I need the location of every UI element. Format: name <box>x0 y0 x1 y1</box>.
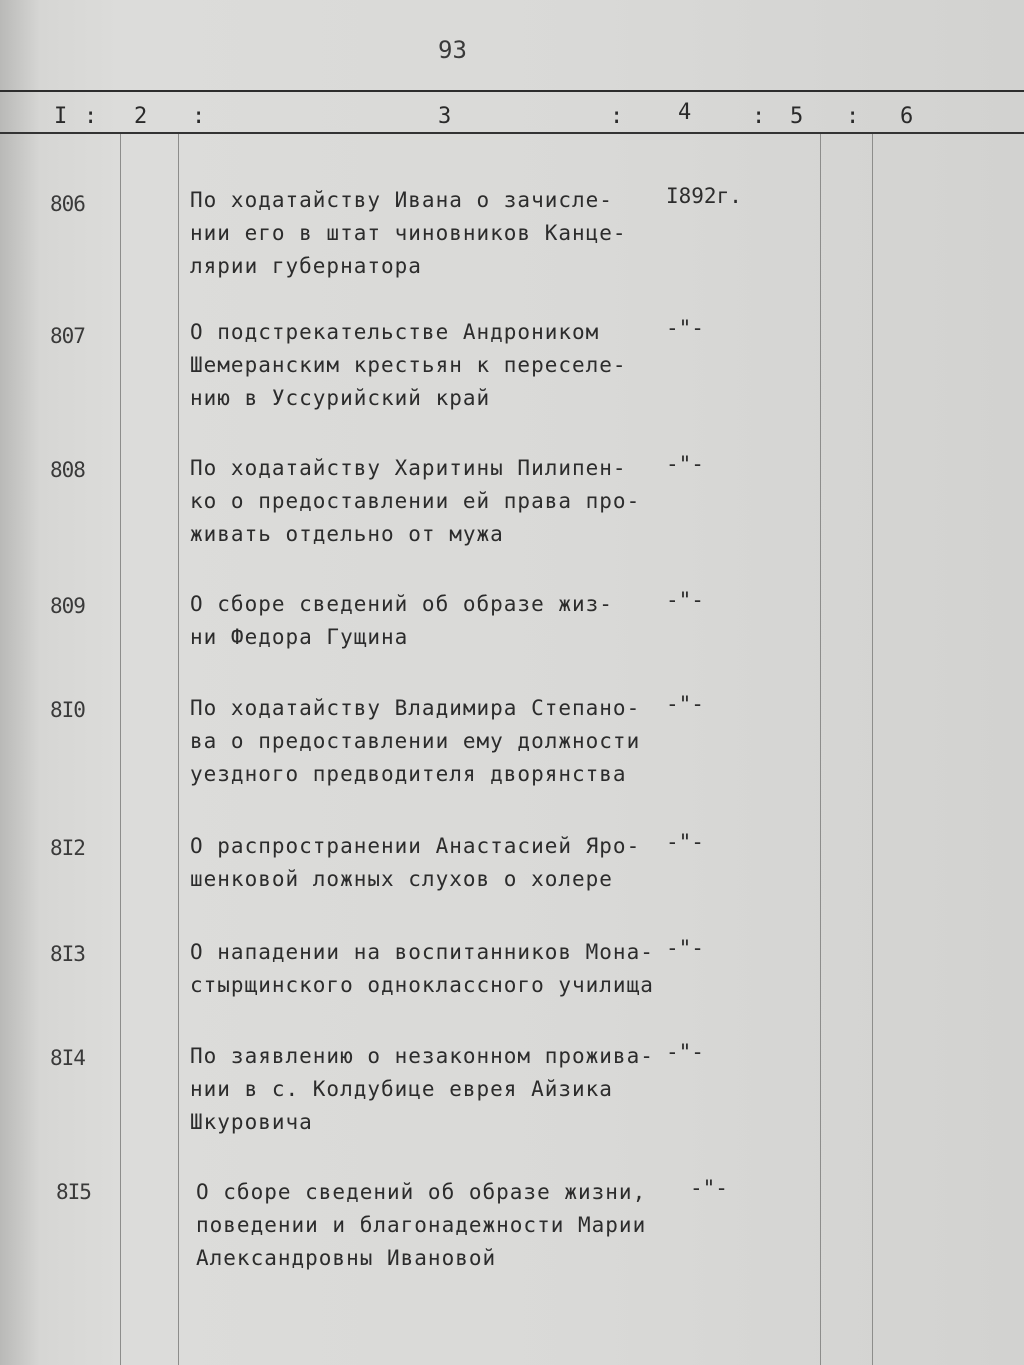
case-number: 8I4 <box>50 1046 85 1070</box>
case-title <box>190 830 660 896</box>
case-number: 8I2 <box>50 836 85 860</box>
case-title-line: О нападении на воспитанников Мона- <box>190 940 654 964</box>
case-title-line: поведении и благонадежности Марии <box>196 1213 647 1237</box>
column-header-1: I <box>54 104 68 129</box>
case-title-line: По ходатайству Владимира Степано- <box>190 696 641 720</box>
case-date: -"- <box>666 936 704 960</box>
case-title-line: нии его в штат чиновников Канце- <box>190 221 627 245</box>
case-title-line: О сборе сведений об образе жиз- <box>190 592 613 616</box>
column-divider <box>872 134 873 1365</box>
case-title <box>190 184 660 283</box>
case-title-line: живать отдельно от мужа <box>190 522 504 546</box>
case-title-line: О подстрекательстве Андроником <box>190 320 600 344</box>
case-title <box>196 1176 666 1275</box>
case-title-line: По заявлению о незаконном прожива- <box>190 1044 654 1068</box>
case-title-line: О распространении Анастасией Яро- <box>190 834 641 858</box>
case-number: 807 <box>50 324 85 348</box>
case-number: 809 <box>50 594 85 618</box>
column-header-3: 3 <box>438 104 452 129</box>
case-title-line: нию в Уссурийский край <box>190 386 491 410</box>
case-date: -"- <box>690 1176 728 1200</box>
case-date: -"- <box>666 1040 704 1064</box>
column-separator: : <box>610 104 624 129</box>
header-bottom-rule <box>0 132 1024 134</box>
case-title-line: шенковой ложных слухов о холере <box>190 867 613 891</box>
column-header-2: 2 <box>134 104 148 129</box>
case-title <box>190 588 660 654</box>
case-title <box>190 936 660 1002</box>
column-separator: : <box>192 104 206 129</box>
column-header-6: 6 <box>900 104 914 129</box>
case-number: 8I5 <box>56 1180 91 1204</box>
case-title <box>190 1040 660 1139</box>
column-divider <box>178 134 179 1365</box>
case-title-line: Александровны Ивановой <box>196 1246 497 1270</box>
column-divider <box>120 134 121 1365</box>
column-separator: : <box>752 104 766 129</box>
case-number: 8I0 <box>50 698 85 722</box>
case-title-line: Шемеранским крестьян к переселе- <box>190 353 627 377</box>
case-title-line: ни Федора Гущина <box>190 625 409 649</box>
case-title-line: По ходатайству Харитины Пилипен- <box>190 456 627 480</box>
case-title-line: уездного предводителя дворянства <box>190 762 627 786</box>
case-date: -"- <box>666 692 704 716</box>
column-header-4: 4 <box>678 100 692 125</box>
case-number: 806 <box>50 192 85 216</box>
case-title-line: По ходатайству Ивана о зачисле- <box>190 188 613 212</box>
column-header-5: 5 <box>790 104 804 129</box>
case-title-line: ва о предоставлении ему должности <box>190 729 641 753</box>
case-title-line: нии в с. Колдубице еврея Айзика <box>190 1077 613 1101</box>
case-date: -"- <box>666 316 704 340</box>
case-title <box>190 452 660 551</box>
case-title-line: ко о предоставлении ей права про- <box>190 489 641 513</box>
header-top-rule <box>0 90 1024 92</box>
case-date: -"- <box>666 588 704 612</box>
column-divider <box>820 134 821 1365</box>
case-title-line: Шкуровича <box>190 1110 313 1134</box>
case-date: I892г. <box>666 184 742 208</box>
case-title-line: О сборе сведений об образе жизни, <box>196 1180 647 1204</box>
case-date: -"- <box>666 830 704 854</box>
case-date: -"- <box>666 452 704 476</box>
page-number: 93 <box>438 36 467 64</box>
case-number: 808 <box>50 458 85 482</box>
column-separator: : <box>846 104 860 129</box>
case-title-line: стырщинского одноклассного училища <box>190 973 654 997</box>
case-title-line: лярии губернатора <box>190 254 422 278</box>
column-separator: : <box>84 104 98 129</box>
case-title <box>190 692 660 791</box>
case-number: 8I3 <box>50 942 85 966</box>
case-title <box>190 316 660 415</box>
